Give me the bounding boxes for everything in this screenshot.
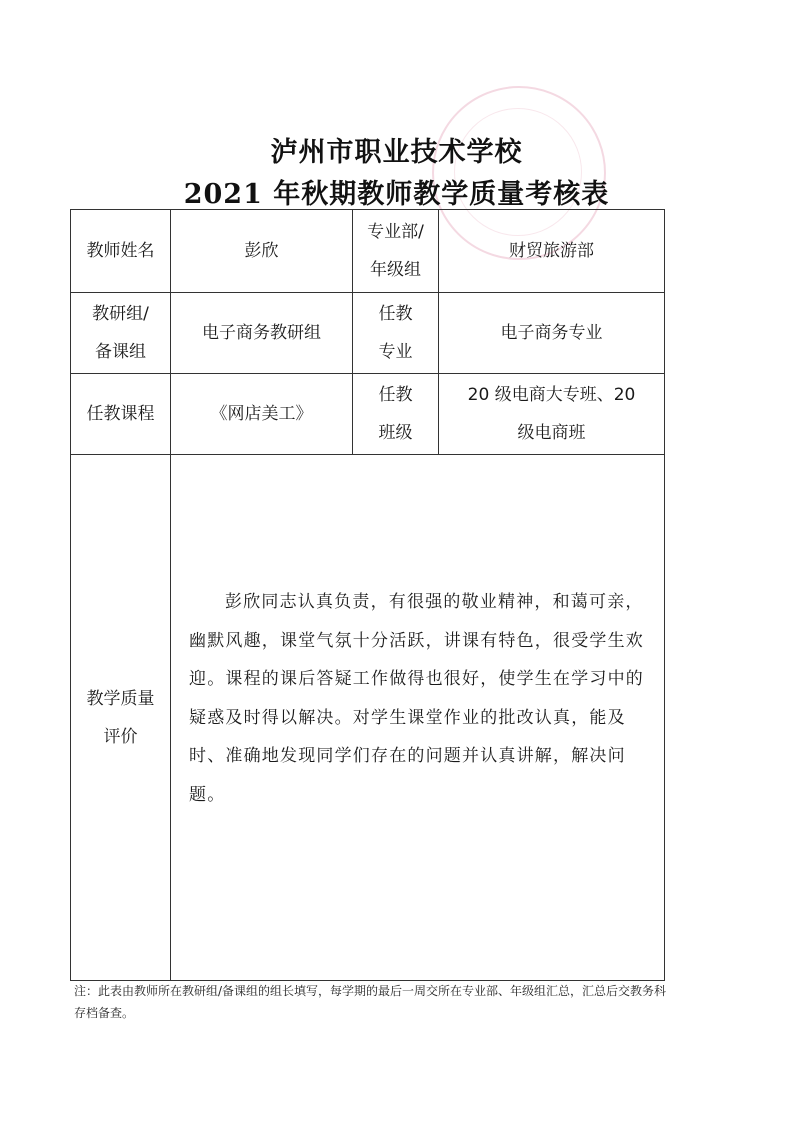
class-value: [439, 374, 665, 455]
evaluation-label-line2: 评价: [103, 726, 138, 747]
teacher-name-label: 教师姓名: [71, 210, 171, 293]
department-label: [353, 210, 439, 293]
evaluation-label-line1: 教学质量: [86, 688, 155, 709]
evaluation-label: [71, 455, 171, 981]
table-row: [71, 210, 665, 293]
research-group-value: 电子商务教研组: [171, 293, 353, 374]
class-value-line2: 级电商班: [517, 423, 586, 443]
major-label-line2: 专业: [378, 342, 413, 362]
class-label-line2: 班级: [378, 423, 413, 443]
footnote: 注：此表由教师所在教研组/备课组的组长填写，每学期的最后一周交所在专业部、年级组汇总，汇总后交教务科存档备查。: [74, 984, 667, 1020]
research-group-label-line2: 备课组: [95, 342, 146, 362]
major-label: [353, 293, 439, 374]
evaluation-text: 彭欣同志认真负责，有很强的敬业精神，和蔼可亲，幽默风趣，课堂气氛十分活跃，讲课有特色，很受学生欢迎。课程的课后答疑工作做得也很好，使学生在学习中的疑惑及时得以解决。对学生课堂作业的批改认真，能及时、准确地发现同学们存在的问题并认真讲解，解决问题。: [189, 592, 644, 805]
department-label-line2: 年级组: [370, 260, 421, 280]
form-title: 2021 年秋期教师教学质量考核表: [183, 179, 610, 210]
research-group-label-line1: 教研组/: [92, 304, 149, 324]
department-label-line1: 专业部/: [367, 222, 424, 242]
evaluation-cell: [171, 455, 665, 981]
course-value: 《网店美工》: [171, 374, 353, 455]
research-group-label: [71, 293, 171, 374]
table-row: [71, 455, 665, 981]
assessment-table: [70, 209, 665, 981]
course-label: 任教课程: [71, 374, 171, 455]
school-title: 泸州市职业技术学校: [270, 137, 523, 168]
class-value-line1: 20 级电商大专班、20: [467, 385, 636, 405]
table-row: [71, 374, 665, 455]
teacher-name-value: 彭欣: [171, 210, 353, 293]
major-value: 电子商务专业: [439, 293, 665, 374]
department-value: 财贸旅游部: [439, 210, 665, 293]
class-label-line1: 任教: [378, 385, 413, 405]
major-label-line1: 任教: [378, 304, 413, 324]
class-label: [353, 374, 439, 455]
table-row: [71, 293, 665, 374]
